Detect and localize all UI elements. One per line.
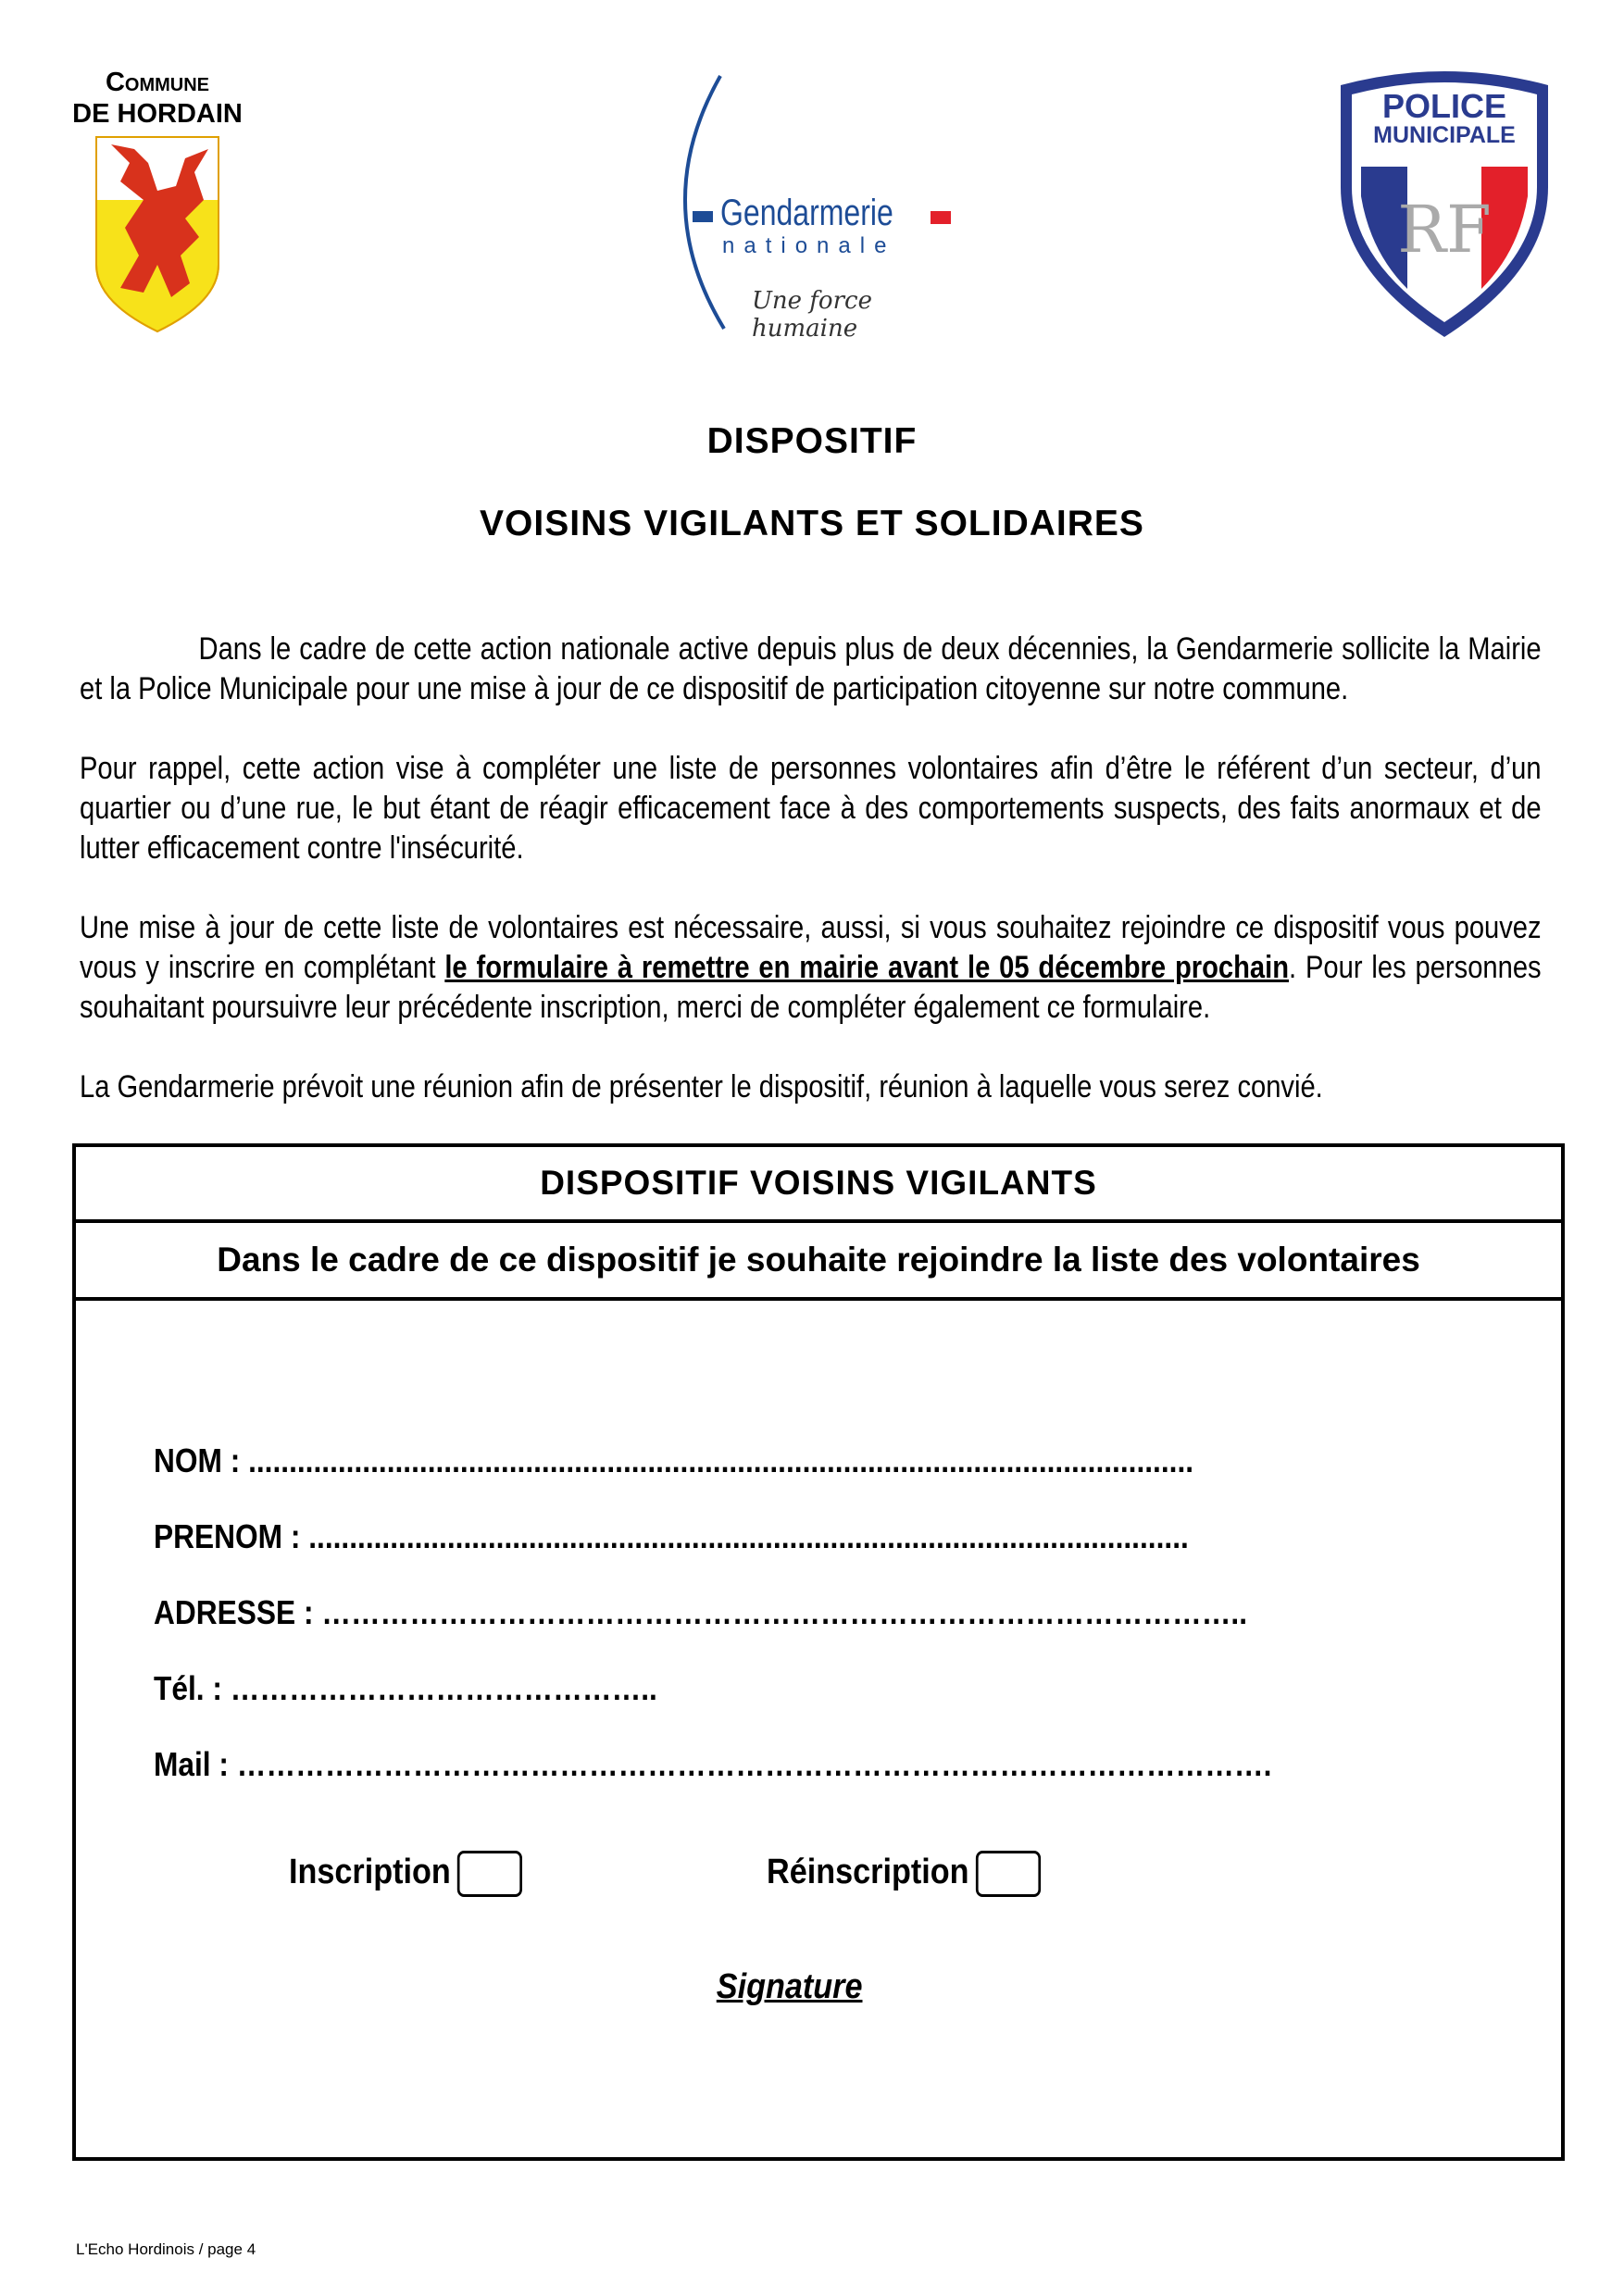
tel-label: Tél. : <box>154 1669 231 1707</box>
signature-area <box>76 1967 1561 2007</box>
paragraph-3-end: . Pour les personnes souhaitant poursuivre leur précédente inscription, merci de compléter également ce formulaire. <box>80 950 1542 1025</box>
body-text <box>80 630 1542 1147</box>
police-municipale-logo <box>1333 67 1555 341</box>
inscription-checkbox[interactable] <box>457 1851 522 1897</box>
flag-red-bar <box>931 211 951 224</box>
title-line1: DISPOSITIF <box>706 421 918 461</box>
gendarmerie-name: Gendarmerie <box>720 193 893 233</box>
prenom-label: PRENOM : <box>154 1517 309 1555</box>
flag-blue-bar <box>693 211 713 222</box>
form-header: DISPOSITIF VOISINS VIGILANTS <box>76 1147 1561 1223</box>
commune-logo-line1: Commune <box>105 68 210 97</box>
title-line2: VOISINS VIGILANTS ET SOLIDAIRES <box>480 504 1144 543</box>
tel-dots: …………………………………….. <box>230 1669 657 1707</box>
inscription-option[interactable] <box>289 1851 522 1897</box>
paragraph-3 <box>80 908 1542 1028</box>
adresse-label: ADRESSE : <box>154 1593 322 1631</box>
adresse-dots: ………………………………………………………………………………….. <box>321 1593 1248 1631</box>
registration-form <box>72 1143 1565 2161</box>
page-footer: L'Echo Hordinois / page 4 <box>76 2240 256 2258</box>
mail-label: Mail : <box>154 1745 237 1783</box>
gendarmerie-sub: nationale <box>722 233 896 258</box>
commune-hordain-logo <box>56 67 259 334</box>
adresse-field[interactable] <box>154 1593 1247 1632</box>
coat-of-arms-icon <box>93 135 222 334</box>
inscription-label: Inscription <box>289 1853 451 1892</box>
reinscription-label: Réinscription <box>767 1853 969 1892</box>
prenom-dots: ............................................................................................................ <box>308 1517 1189 1555</box>
mail-field[interactable] <box>154 1745 1271 1784</box>
mail-dots: ……………………………………………………………………………………………. <box>236 1745 1272 1783</box>
nom-field[interactable] <box>154 1441 1193 1480</box>
tel-field[interactable] <box>154 1669 657 1708</box>
police-line1: POLICE <box>1381 87 1506 125</box>
paragraph-4: La Gendarmerie prévoit une réunion afin de présenter le dispositif, réunion à laquelle vous serez convié. <box>80 1069 1323 1104</box>
commune-logo-line2: DE HORDAIN <box>72 99 243 129</box>
form-subheader: Dans le cadre de ce dispositif je souhaite rejoindre la liste des volontaires <box>76 1223 1561 1301</box>
paragraph-2: Pour rappel, cette action vise à compléter une liste de personnes volontaires afin d’être le référent d’un secteur, d’un quartier ou d’une rue, le but étant de réagir efficacement face à des comportements suspects, des faits anormaux et de lutter efficacement contre l'insécurité. <box>80 751 1542 866</box>
prenom-field[interactable] <box>154 1517 1189 1556</box>
gendarmerie-tagline: Une force humaine <box>752 287 872 343</box>
police-line2: MUNICIPALE <box>1373 122 1516 148</box>
deadline-emphasis: le formulaire à remettre en mairie avant le 05 décembre prochain <box>444 950 1290 985</box>
svg-text:RF: RF <box>1397 192 1492 268</box>
gendarmerie-logo <box>667 74 972 343</box>
nom-label: NOM : <box>154 1441 249 1479</box>
signature-label: Signature <box>717 1967 863 2006</box>
paragraph-3-start: Une mise à jour de cette liste de volontaires est nécessaire, aussi, si vous souhaitez rejoindre ce dispositif vous pouvez vous y inscrire en complétant <box>80 910 1542 985</box>
paragraph-1: Dans le cadre de cette action nationale active depuis plus de deux décennies, la Gendarmerie sollicite la Mairie et la Police Municipale pour une mise à jour de ce dispositif de participation citoyenne sur notre commune. <box>80 631 1542 706</box>
nom-dots: .................................................................................................................... <box>248 1441 1194 1479</box>
reinscription-checkbox[interactable] <box>976 1851 1041 1897</box>
reinscription-option[interactable] <box>767 1851 1041 1897</box>
